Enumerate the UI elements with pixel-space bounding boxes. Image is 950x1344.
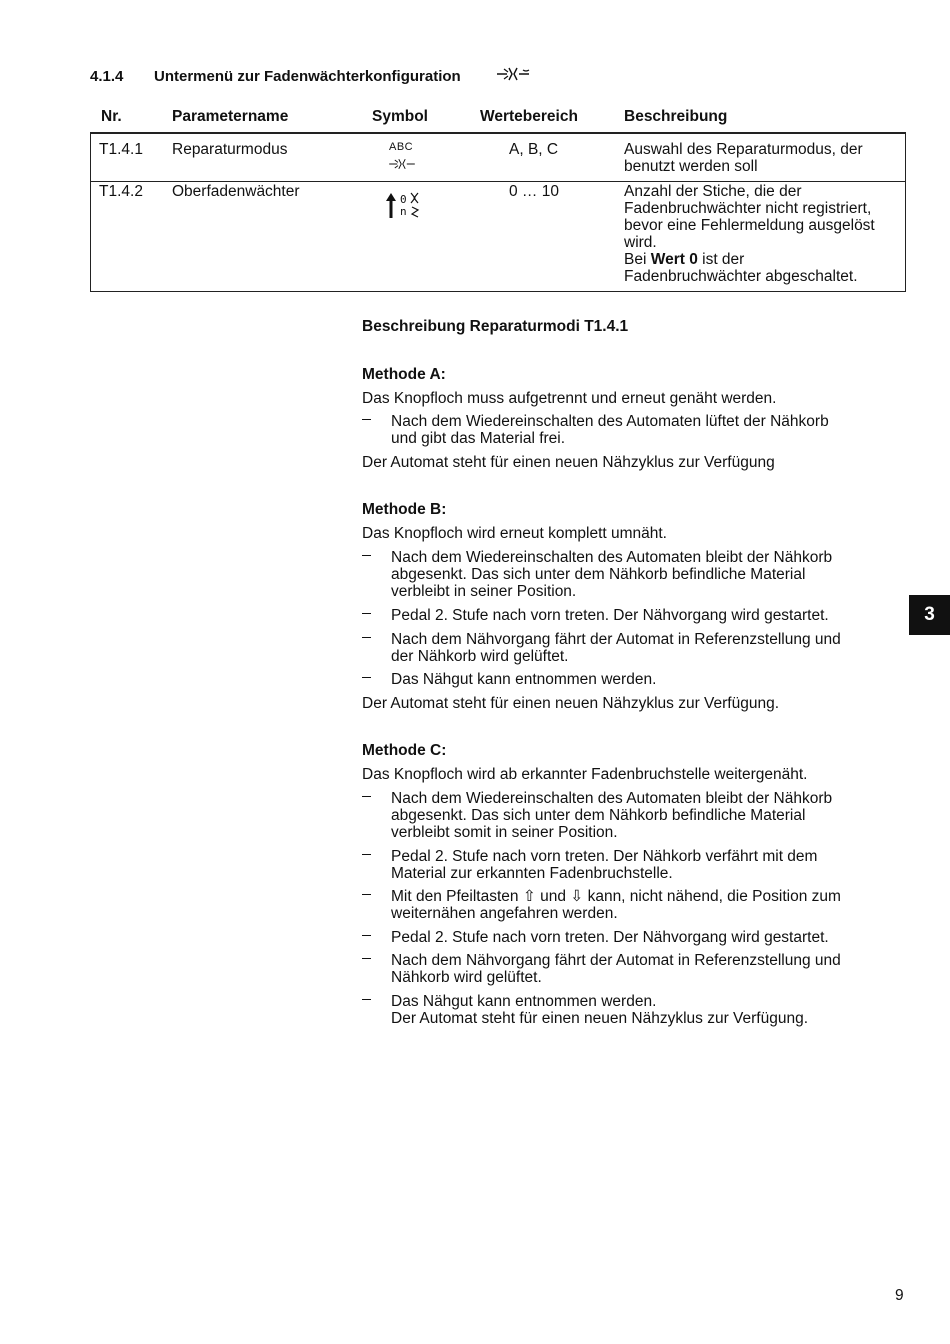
bullet-dash: [362, 999, 371, 1000]
row-range: A, B, C: [509, 141, 559, 158]
method-b-bullet-line: Nach dem Nähvorgang fährt der Automat in Referenzstellung und: [391, 631, 841, 648]
row-desc-line: bevor eine Fehlermeldung ausgelöst: [624, 217, 875, 234]
bullet-dash: [362, 935, 371, 936]
method-b-bullet-line: verbleibt in seiner Position.: [391, 583, 577, 600]
row-desc-line-mixed: [624, 251, 744, 268]
method-a-outro: Der Automat steht für einen neuen Nähzyklus zur Verfügung: [362, 454, 775, 471]
method-c-bullet-line: Pedal 2. Stufe nach vorn treten. Der Nähvorgang wird gestartet.: [391, 929, 829, 946]
row-desc-line: Fadenbruchwächter nicht registriert,: [624, 200, 872, 217]
svg-text:0: 0: [400, 193, 407, 206]
table-row-divider: [90, 181, 906, 182]
row-nr: T1.4.1: [99, 141, 143, 158]
table-bottom-border: [90, 291, 906, 292]
method-c-bullet-line: Material zur erkannten Fadenbruchstelle.: [391, 865, 673, 882]
col-header-beschreibung: Beschreibung: [624, 108, 728, 125]
bullet-dash: [362, 419, 371, 420]
method-b-bullet-line: Das Nähgut kann entnommen werden.: [391, 671, 657, 688]
page-number: 9: [895, 1287, 904, 1304]
section-title: Untermenü zur Fadenwächterkonfiguration: [154, 68, 461, 85]
method-c-bullet-line: Nach dem Wiedereinschalten des Automaten bleibt der Nähkorb: [391, 790, 833, 807]
description-heading: Beschreibung Reparaturmodi T1.4.1: [362, 318, 629, 335]
method-c-bullet-line: weiternähen angefahren werden.: [391, 905, 618, 922]
method-a-bullet-line: und gibt das Material frei.: [391, 430, 566, 447]
thread-break-icon: [386, 156, 418, 172]
row-desc-pre: Bei: [624, 251, 651, 268]
bullet-dash: [362, 854, 371, 855]
method-c-bullet-line: Pedal 2. Stufe nach vorn treten. Der Nähkorb verfährt mit dem: [391, 848, 818, 865]
method-c-intro: Das Knopfloch wird ab erkannter Fadenbruchstelle weitergenäht.: [362, 766, 808, 783]
method-c-title: Methode C:: [362, 742, 447, 759]
method-c-bullet-line: Nach dem Nähvorgang fährt der Automat in Referenzstellung und: [391, 952, 841, 969]
method-b-bullet-line: Nach dem Wiedereinschalten des Automaten bleibt der Nähkorb: [391, 549, 833, 566]
table-top-border: [90, 132, 906, 134]
bullet-dash: [362, 555, 371, 556]
row-desc-post: ist der: [697, 251, 745, 268]
method-c-bullet-line: Das Nähgut kann entnommen werden.: [391, 993, 657, 1010]
method-b-title: Methode B:: [362, 501, 447, 518]
bullet-dash: [362, 677, 371, 678]
col-header-wertebereich: Wertebereich: [480, 108, 578, 125]
section-number: 4.1.4: [90, 68, 124, 85]
row-desc-line: benutzt werden soll: [624, 158, 758, 175]
thread-break-icon: [495, 64, 531, 84]
method-c-bullet-line: abgesenkt. Das sich unter dem Nähkorb befindliche Material: [391, 807, 806, 824]
row-name: Oberfadenwächter: [172, 183, 300, 200]
svg-text:n: n: [400, 205, 407, 218]
chapter-tab: 3: [909, 595, 950, 635]
row-desc-line: Fadenbruchwächter abgeschaltet.: [624, 268, 858, 285]
table-left-border: [90, 132, 91, 292]
method-b-bullet-line: abgesenkt. Das sich unter dem Nähkorb befindliche Material: [391, 566, 806, 583]
bullet-dash: [362, 796, 371, 797]
method-a-bullet-line: Nach dem Wiedereinschalten des Automaten lüftet der Nähkorb: [391, 413, 829, 430]
row-desc-line: wird.: [624, 234, 657, 251]
method-c-bullet-line: Nähkorb wird gelüftet.: [391, 969, 542, 986]
row-desc-line: Anzahl der Stiche, die der: [624, 183, 802, 200]
col-header-symbol: Symbol: [372, 108, 428, 125]
method-a-intro: Das Knopfloch muss aufgetrennt und erneut genäht werden.: [362, 390, 777, 407]
row-name: Reparaturmodus: [172, 141, 288, 158]
row-desc-line: Auswahl des Reparaturmodus, der: [624, 141, 863, 158]
method-c-bullet-line: Der Automat steht für einen neuen Nähzyklus zur Verfügung.: [391, 1010, 809, 1027]
row-range: 0 … 10: [509, 183, 559, 200]
method-a-title: Methode A:: [362, 366, 446, 383]
method-b-intro: Das Knopfloch wird erneut komplett umnäht.: [362, 525, 667, 542]
method-b-bullet-line: Pedal 2. Stufe nach vorn treten. Der Nähvorgang wird gestartet.: [391, 607, 829, 624]
method-b-outro: Der Automat steht für einen neuen Nähzyklus zur Verfügung.: [362, 695, 780, 712]
row-nr: T1.4.2: [99, 183, 143, 200]
method-c-bullet-line: verbleibt somit in seiner Position.: [391, 824, 618, 841]
bullet-dash: [362, 958, 371, 959]
method-c-bullet-line: Mit den Pfeiltasten ⇧ und ⇩ kann, nicht nähend, die Position zum: [391, 888, 841, 905]
table-right-border: [905, 132, 906, 292]
method-b-bullet-line: der Nähkorb wird gelüftet.: [391, 648, 569, 665]
bullet-dash: [362, 613, 371, 614]
col-header-parametername: Parametername: [172, 108, 289, 125]
bullet-dash: [362, 894, 371, 895]
row-desc-bold: Wert 0: [650, 251, 698, 268]
col-header-nr: Nr.: [101, 108, 122, 125]
bullet-dash: [362, 637, 371, 638]
row-symbol-text: ABC: [389, 141, 414, 153]
upper-thread-monitor-icon: [384, 190, 422, 220]
